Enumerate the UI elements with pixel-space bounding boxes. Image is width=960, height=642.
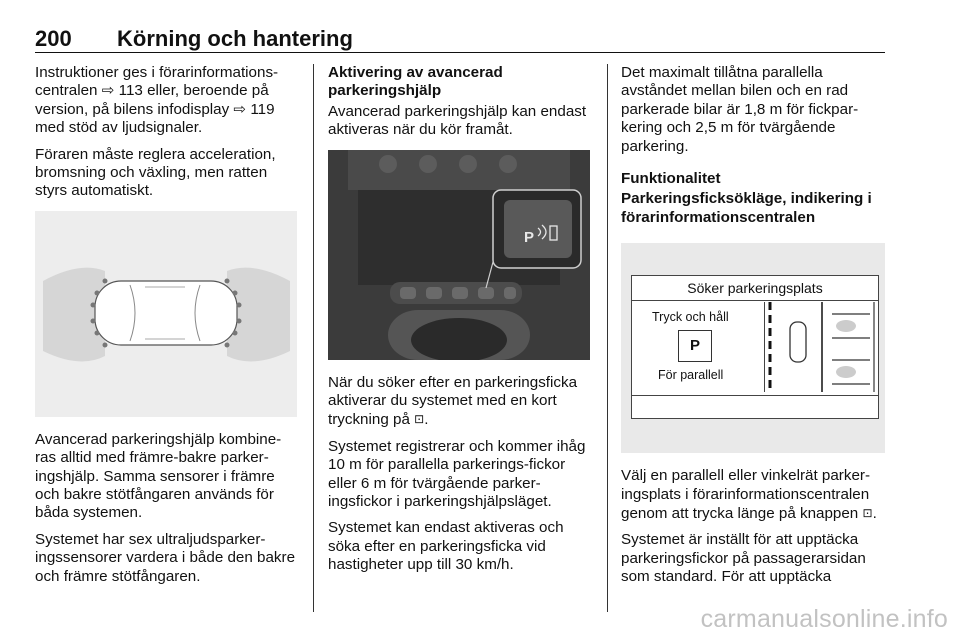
paragraph: Systemet är inställt för att upptäcka parkeringsfickor på passagerarsidan som standard. För att upptäcka — [621, 531, 866, 586]
park-assist-icon: P — [678, 330, 712, 362]
park-assist-icon: ⊡ — [414, 412, 425, 427]
page-header — [35, 24, 885, 53]
dashboard-button-photo — [328, 150, 590, 360]
display-hold-text: Tryck och håll — [652, 310, 729, 325]
paragraph: Systemet kan endast aktiveras och söka efter en parkeringsficka vid hastigheter upp till 30 km/h. — [328, 519, 564, 574]
paragraph: Föraren måste reglera acceleration, bromsning och växling, men ratten styrs automatiskt. — [35, 145, 276, 200]
chapter-title: Körning och hantering — [117, 26, 353, 51]
display-bottom-bar — [632, 395, 878, 418]
section-heading: Aktivering av avancerad parkeringshjälp — [328, 64, 503, 100]
paragraph-text: . — [872, 505, 877, 523]
column-2 — [328, 64, 593, 583]
column-divider — [607, 64, 608, 612]
column-1 — [35, 64, 300, 594]
paragraph: Systemet har sex ultraljudsparker-ingssensorer vardera i både den bakre och främre stötfångaren. — [35, 530, 296, 585]
paragraph: Avancerad parkeringshjälp kan endast aktiveras när du kör framåt. — [328, 102, 587, 139]
column-3 — [621, 64, 886, 595]
paragraph: Det maximalt tillåtna parallella avståndet mellan bilen och en rad parkerade bilar är 1,8 m för fickpar-kering och 2,5 m för tvärgående parkering. — [621, 64, 859, 155]
paragraph: Systemet registrerar och kommer ihåg 10 m för parallella parkerings-fickor eller 6 m för tvärgående parker-ingsfickor i parkeringshjälpsläget. — [328, 437, 586, 511]
paragraph-text: När du söker efter en parkeringsficka aktiverar du systemet med en kort tryckning på — [328, 373, 578, 429]
paragraph-text: Välj en parallell eller vinkelrät parker-ingsplats i förarinformationscentralen genom att trycka länge på knappen — [621, 467, 871, 523]
info-display-illustration — [621, 243, 885, 453]
paragraph — [328, 374, 593, 430]
column-divider — [313, 64, 314, 612]
driver-info-display — [631, 275, 879, 419]
page-number: 200 — [35, 26, 72, 51]
paragraph — [621, 467, 886, 523]
section-heading: Funktionalitet — [621, 170, 721, 188]
parking-scene-icon — [766, 302, 878, 392]
paragraph: Instruktioner ges i förarinformations-centralen ⇨ 113 eller, beroende på version, på bilens infodisplay ⇨ 119 med stöd av ljudsignaler. — [35, 64, 279, 137]
svg-text:P: P — [524, 228, 535, 246]
car-sensor-illustration — [35, 211, 297, 417]
park-assist-icon: ⊡ — [862, 506, 873, 521]
display-instruction-panel — [632, 302, 765, 392]
paragraph-text: . — [424, 411, 429, 429]
section-subheading: Parkeringsficksökläge, indikering i förarinformationscentralen — [621, 190, 872, 226]
display-title: Söker parkeringsplats — [632, 276, 878, 301]
display-parallel-text: För parallell — [658, 368, 724, 383]
watermark-text: carmanualsonline.info — [700, 605, 948, 633]
paragraph: Avancerad parkeringshjälp kombine-ras alltid med främre-bakre parker-ingshjälp. Samma sensorer i främre och bakre stötfångaren används för båda systemen. — [35, 430, 282, 522]
